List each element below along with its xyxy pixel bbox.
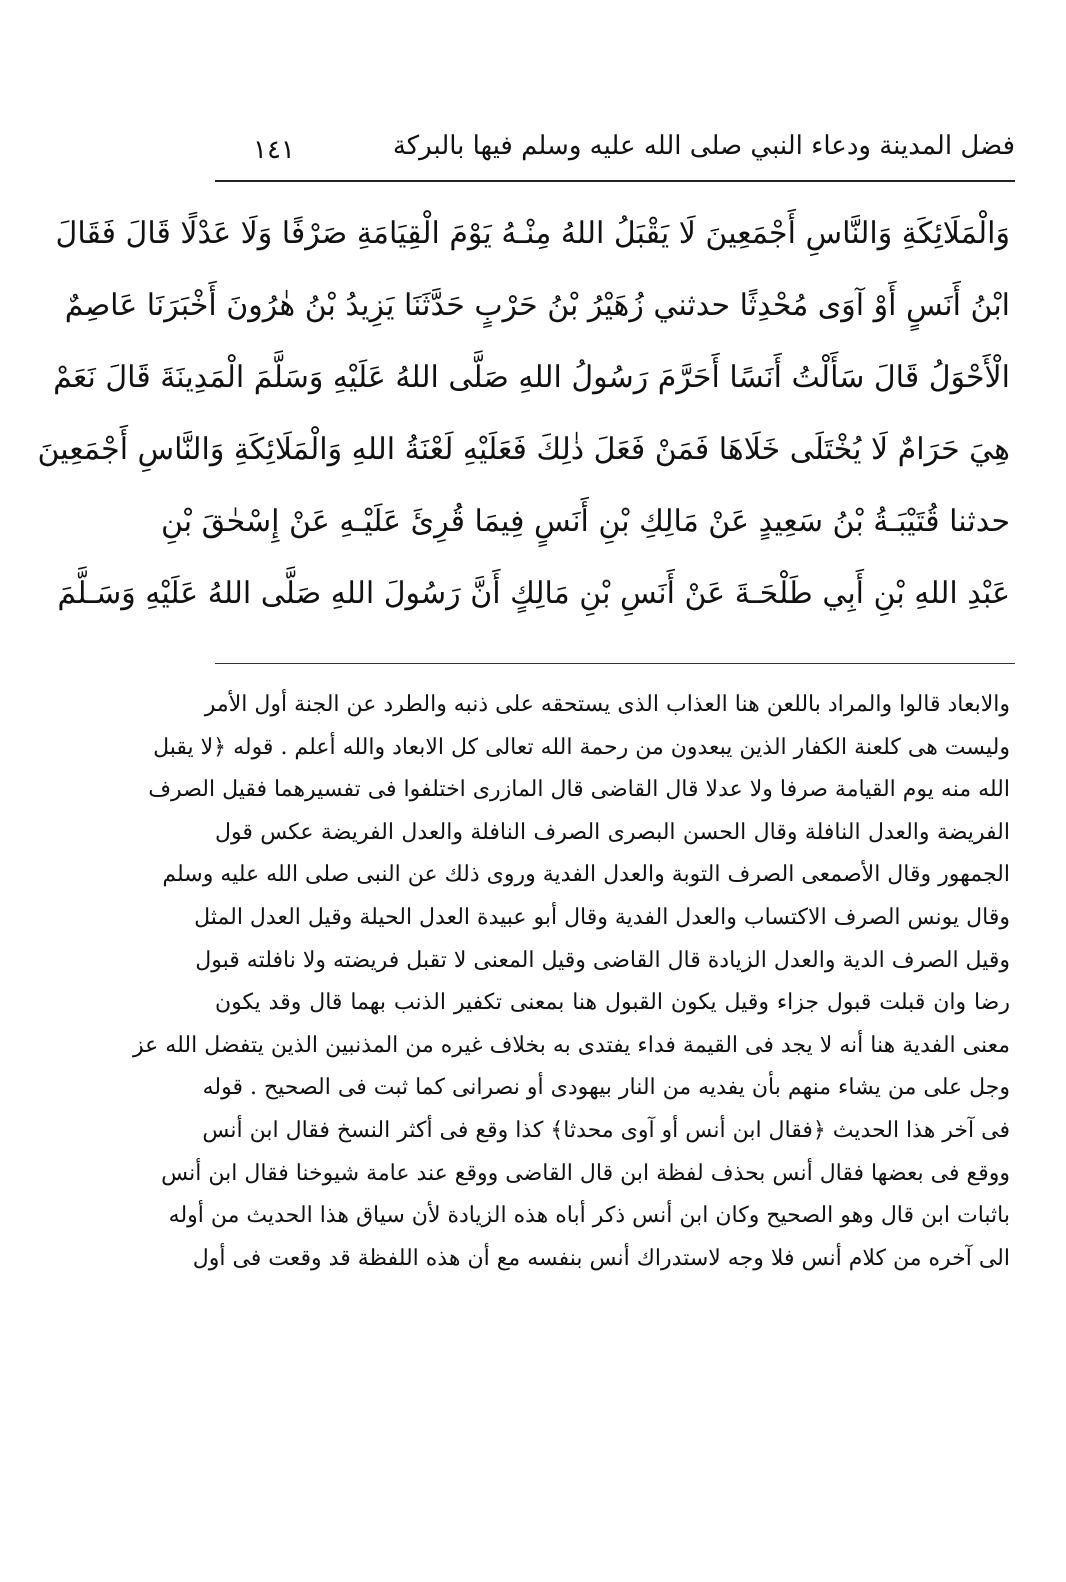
page-header — [215, 118, 1015, 178]
commentary-line: معنى الفدية هنا أنه لا يجد فى القيمة فداء يفتدى به بخلاف غيره من المذنبين الذين يتفضل الله عز — [133, 1032, 1010, 1058]
commentary-line: الله منه يوم القيامة صرفا ولا عدلا قال القاضى قال المازرى اختلفوا فى تفسيرهما فقيل الصرف — [148, 777, 1010, 803]
commentary-line: ووقع فى بعضها فقال أنس بحذف لفظة ابن قال القاضى ووقع عند عامة شيوخنا فقال ابن أنس — [161, 1160, 1010, 1186]
commentary-line: وقال يونس الصرف الاكتساب والعدل الفدية وقال أبو عبيدة العدل الحيلة وقيل العدل المثل — [194, 904, 1010, 930]
commentary-line: باثبات ابن قال وهو الصحيح وكان ابن أنس ذكر أباه هذه الزيادة لأن سياق هذا الحديث من أوله — [168, 1203, 1010, 1229]
commentary-line: الى آخره من كلام أنس فلا وجه لاستدراك أنس بنفسه مع أن هذه اللفظة قد وقعت فى أول — [192, 1245, 1010, 1271]
commentary-text — [133, 684, 1010, 1280]
hadith-text — [37, 198, 1010, 630]
commentary-line: والابعاد قالوا والمراد باللعن هنا العذاب الذى يستحقه على ذنبه والطرد عن الجنة أول الأمر — [204, 692, 1010, 717]
commentary-line: وليست هى كلعنة الكفار الذين يبعدون من رحمة الله تعالى كل الابعاد والله أعلم . قوله ﴿لا يقبل — [153, 734, 1010, 760]
hadith-line: عَبْدِ اللهِ بْنِ أَبِي طَلْحَـةَ عَنْ أَنَسِ بْنِ مَالِكٍ أَنَّ رَسُولَ اللهِ صَلَّى اللهُ عَلَيْهِ وَسَـلَّمَ — [57, 576, 1010, 611]
commentary-line: رضا وان قبلت قبول جزاء وقيل يكون القبول هنا بمعنى تكفير الذنب بهما قال وقد يكون — [215, 990, 1010, 1016]
commentary-line: وجل على من يشاء منهم بأن يفديه من النار بيهودى أو نصرانى كما ثبت فى الصحيح . قوله — [202, 1075, 1010, 1101]
commentary-line: فى آخر هذا الحديث ﴿فقال ابن أنس أو آوى محدثا﴾ كذا وقع فى أكثر النسخ فقال ابن أنس — [202, 1117, 1010, 1143]
hadith-line: ابْنُ أَنَسٍ أَوْ آوَى مُحْدِثًا حدثني زُهَيْرُ بْنُ حَرْبٍ حَدَّثَنَا يَزِيدُ بْنُ هٰرُونَ أَخْبَرَنَا عَاصِمٌ — [64, 288, 1010, 323]
hadith-line: هِيَ حَرَامٌ لَا يُخْتَلَى خَلَاهَا فَمَنْ فَعَلَ ذٰلِكَ فَعَلَيْهِ لَعْنَةُ اللهِ وَالْمَلَائِكَةِ وَالنَّاسِ أَجْمَعِينَ — [37, 432, 1010, 467]
running-title: فضل المدينة ودعاء النبي صلى الله عليه وسلم فيها بالبركة — [392, 131, 1015, 161]
page-number: ١٤١ — [253, 135, 295, 165]
commentary-line: الجمهور وقال الأصمعى الصرف التوبة والعدل الفدية وروى ذلك عن النبى صلى الله عليه وسلم — [162, 862, 1010, 888]
header-rule — [215, 180, 1015, 182]
commentary-line: وقيل الصرف الدية والعدل الزيادة قال القاضى وقيل المعنى لا تقبل فريضته ولا نافلته قبول — [195, 947, 1010, 973]
hadith-line: حدثنا قُتَيْبَـةُ بْنُ سَعِيدٍ عَنْ مَالِكِ بْنِ أَنَسٍ فِيمَا قُرِئَ عَلَيْـهِ عَنْ إِسْحٰقَ بْنِ — [160, 504, 1010, 539]
hadith-line: الْأَحْوَلُ قَالَ سَأَلْتُ أَنَسًا أَحَرَّمَ رَسُولُ اللهِ صَلَّى اللهُ عَلَيْهِ وَسَلَّمَ الْمَدِينَةَ قَالَ نَعَمْ — [53, 360, 1010, 395]
hadith-line: وَالْمَلَائِكَةِ وَالنَّاسِ أَجْمَعِينَ لَا يَقْبَلُ اللهُ مِنْـهُ يَوْمَ الْقِيَامَةِ صَرْفًا وَلَا عَدْلًا قَالَ فَقَالَ — [55, 216, 1010, 251]
section-divider — [215, 663, 1015, 664]
commentary-line: الفريضة والعدل النافلة وقال الحسن البصرى الصرف النافلة والعدل الفريضة عكس قول — [215, 819, 1010, 845]
